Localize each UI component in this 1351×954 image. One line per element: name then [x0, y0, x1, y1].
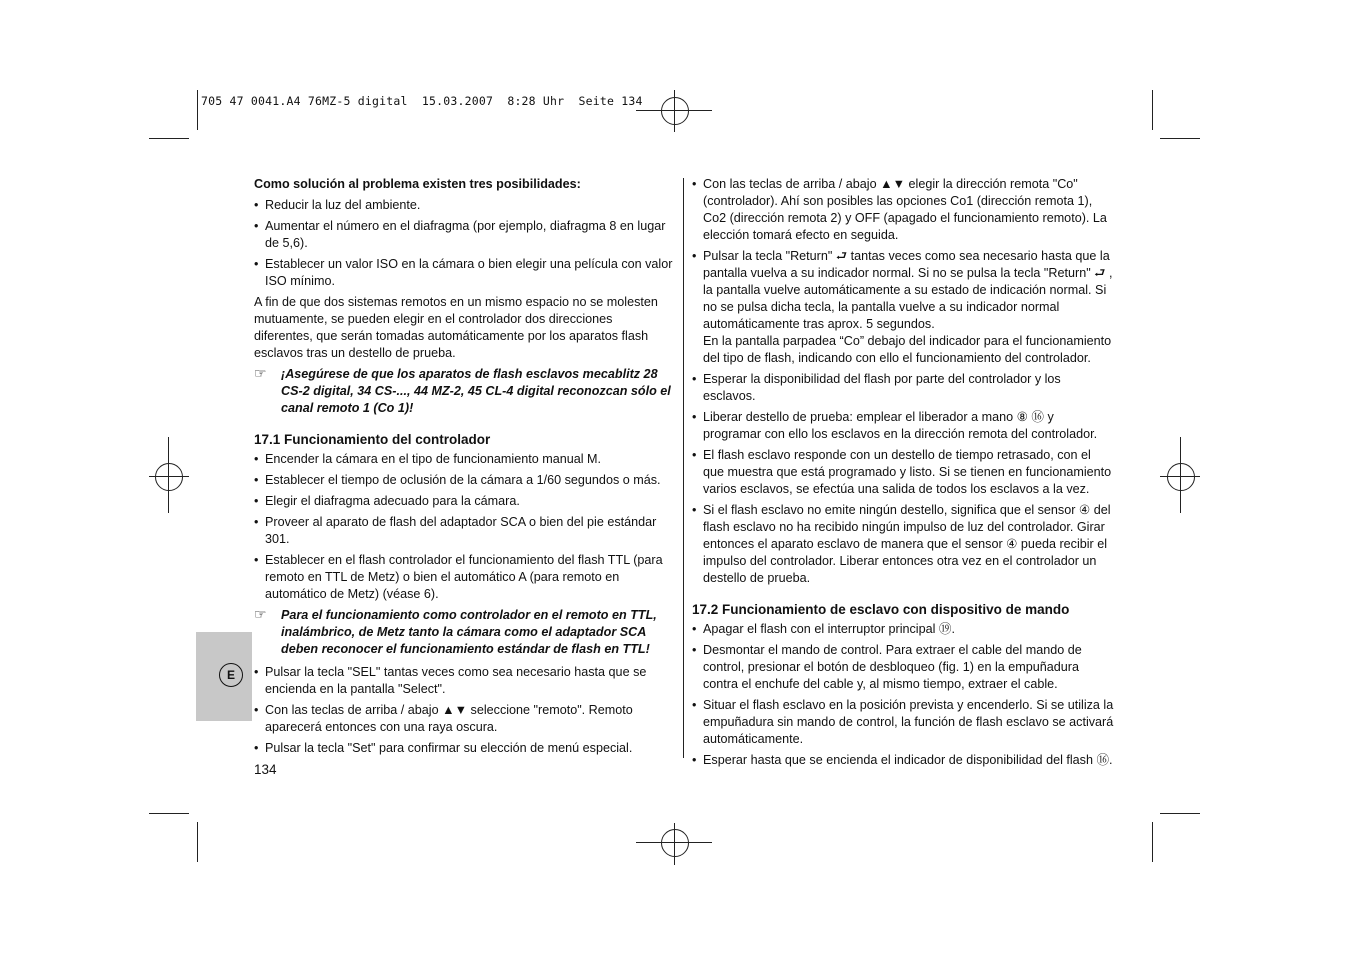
list-item: • Proveer al aparato de flash del adaptador SCA o bien del pie estándar 301.: [254, 514, 674, 548]
crop-mark: [149, 138, 189, 139]
section-heading: 17.2 Funcionamiento de esclavo con dispositivo de mando: [692, 602, 1070, 617]
crop-mark: [1152, 90, 1153, 130]
crop-mark: [149, 813, 189, 814]
crop-mark: [197, 90, 198, 130]
intro-text: Como solución al problema existen tres posibilidades:: [254, 177, 581, 191]
registration-circle: [155, 463, 183, 491]
list-item-text: Pulsar la tecla "Return" ⮐ tantas veces como sea necesario hasta que la pantalla vuelva a su indicador normal. Si no se pulsa la tecla "Return" ⮐ , la pantalla vuelve automáticamente a su estado de indicación normal. Si no se pulsa dicha tecla, la pantalla vuelve a su indicador normal automáticamente tras aprox. 5 segundos.: [703, 249, 1113, 331]
list-item: • Encender la cámara en el tipo de funcionamiento manual M.: [254, 451, 674, 468]
note: [254, 607, 674, 658]
page-number: 134: [254, 762, 277, 777]
note: [254, 366, 674, 417]
list-item: • Esperar hasta que se encienda el indicador de disponibilidad del flash ⑯.: [692, 752, 1114, 769]
list-item: • El flash esclavo responde con un destello de tiempo retrasado, con el que muestra que está programado y listo. Si se tienen en funcionamiento varios esclavos, se efectúa una salida de todos los esclavos a la vez.: [692, 447, 1114, 498]
crop-mark: [197, 822, 198, 862]
list-item: • Con las teclas de arriba / abajo ▲▼ elegir la dirección remota "Co" (controlador). Ahí son posibles las opciones Co1 (dirección remota 1), Co2 (dirección remota 2) y OFF (apagado el funcionamiento remoto). La elección tomará efecto en seguida.: [692, 176, 1114, 244]
list-item: [692, 248, 1114, 367]
note-text: ¡Asegúrese de que los aparatos de flash esclavos mecablitz 28 CS-2 digital, 34 CS-..., 44 MZ-2, 45 CL-4 digital reconozcan sólo el canal remoto 1 (Co 1)!: [281, 367, 671, 415]
section-heading: 17.1 Funcionamiento del controlador: [254, 432, 491, 447]
list-item: • Establecer el tiempo de oclusión de la cámara a 1/60 segundos o más.: [254, 472, 674, 489]
list-item: • Liberar destello de prueba: emplear el liberador a mano ⑧ ⑯ y programar con ello los esclavos en la dirección remota del controlador.: [692, 409, 1114, 443]
crop-mark: [1152, 822, 1153, 862]
crop-mark: [1160, 813, 1200, 814]
pointing-hand-icon: ☞: [254, 365, 267, 381]
crop-mark: [1160, 138, 1200, 139]
language-label: E: [219, 663, 243, 687]
print-slug: 705 47 0041.A4 76MZ-5 digital 15.03.2007 8:28 Uhr Seite 134: [201, 94, 643, 108]
list-item: • Desmontar el mando de control. Para extraer el cable del mando de control, presionar el botón de desbloqueo (fig. 1) en la empuñadura contra el enchufe del cable y, al mismo tiempo, extraer el cable.: [692, 642, 1114, 693]
right-column: [692, 176, 1114, 773]
list-item: • Elegir el diafragma adecuado para la cámara.: [254, 493, 674, 510]
list-item: • Con las teclas de arriba / abajo ▲▼ seleccione "remoto". Remoto aparecerá entonces con una raya oscura.: [254, 702, 674, 736]
list-item: • Si el flash esclavo no emite ningún destello, significa que el sensor ④ del flash esclavo no ha recibido ningún impulso de luz del controlador. Girar entonces el aparato esclavo de manera que el sensor ④ pueda recibir el impulso del controlador. Liberar entonces otra vez en el controlador un destello de prueba.: [692, 502, 1114, 587]
list-item-extra: En la pantalla parpadea “Co” debajo del indicador para el funcionamiento del tipo de flash, indicando con ello el funcionamiento del controlador.: [703, 334, 1112, 365]
column-divider: [683, 178, 684, 758]
registration-circle: [661, 97, 689, 125]
list-item: • Reducir la luz del ambiente.: [254, 197, 674, 214]
list-item: • Establecer en el flash controlador el funcionamiento del flash TTL (para remoto en TTL de Metz) o bien el automático A (para remoto en automático de Metz) (véase 6).: [254, 552, 674, 603]
list-item: • Aumentar el número en el diafragma (por ejemplo, diafragma 8 en lugar de 5,6).: [254, 218, 674, 252]
left-column: [254, 176, 674, 761]
paragraph: A fin de que dos sistemas remotos en un mismo espacio no se molesten mutuamente, se pueden elegir en el controlador dos direcciones diferentes, que serán tomadas automáticamente por los aparatos flash esclavos tras un destello de prueba.: [254, 295, 658, 360]
list-item: • Pulsar la tecla "SEL" tantas veces como sea necesario hasta que se encienda en la pantalla "Select".: [254, 664, 674, 698]
list-item: • Pulsar la tecla "Set" para confirmar su elección de menú especial.: [254, 740, 674, 757]
note-text: Para el funcionamiento como controlador en el remoto en TTL, inalámbrico, de Metz tanto la cámara como el adaptador SCA deben reconocer el funcionamiento estándar de flash en TTL!: [281, 608, 657, 656]
list-item: • Apagar el flash con el interruptor principal ⑲.: [692, 621, 1114, 638]
list-item: • Esperar la disponibilidad del flash por parte del controlador y los esclavos.: [692, 371, 1114, 405]
registration-circle: [661, 829, 689, 857]
pointing-hand-icon: ☞: [254, 606, 267, 622]
registration-circle: [1167, 463, 1195, 491]
list-item: • Establecer un valor ISO en la cámara o bien elegir una película con valor ISO mínimo.: [254, 256, 674, 290]
list-item: • Situar el flash esclavo en la posición prevista y encenderlo. Si se utiliza la empuñadura sin mando de control, la función de flash esclavo se activará automáticamente.: [692, 697, 1114, 748]
